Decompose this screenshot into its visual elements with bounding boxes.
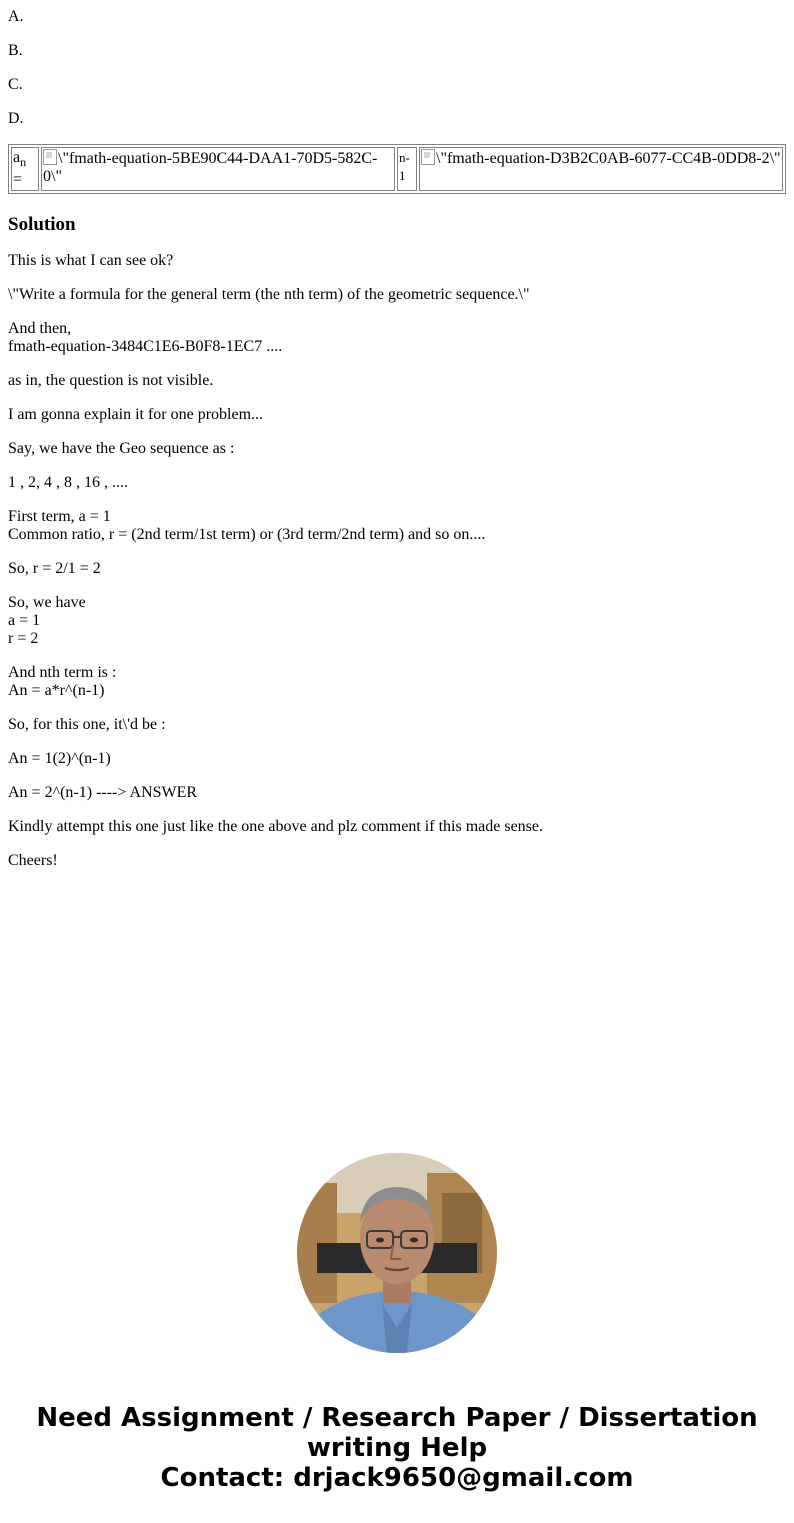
help-banner-line-2: writing Help bbox=[306, 1433, 488, 1463]
equation-image-alt-2: \"fmath-equation-D3B2C0AB-6077-CC4B-0DD8-2\" bbox=[436, 150, 781, 167]
solution-line: First term, a = 1 bbox=[8, 508, 111, 526]
equation-table bbox=[8, 144, 786, 194]
solution-line: Kindly attempt this one just like the one above and plz comment if this made sense. bbox=[8, 818, 543, 836]
an-label: a bbox=[13, 149, 21, 166]
solution-line: So, for this one, it\'d be : bbox=[8, 716, 166, 734]
solution-line: An = 2^(n-1) ----> ANSWER bbox=[8, 784, 198, 802]
solution-paragraph bbox=[8, 372, 786, 390]
solution-paragraph bbox=[8, 508, 786, 544]
solution-line: Common ratio, r = (2nd term/1st term) or (3rd term/2nd term) and so on.... bbox=[8, 526, 486, 544]
solution-paragraph bbox=[8, 474, 786, 492]
solution-line: And then, bbox=[8, 320, 72, 338]
an-subscript: n bbox=[20, 155, 27, 170]
solution-paragraph bbox=[8, 406, 786, 424]
solution-line: So, we have bbox=[8, 594, 86, 612]
solution-line: a = 1 bbox=[8, 612, 41, 630]
solution-paragraph bbox=[8, 286, 786, 304]
help-banner bbox=[0, 1403, 794, 1493]
broken-image-icon bbox=[421, 149, 435, 165]
n-minus-1-cell: n-1 bbox=[397, 147, 417, 191]
solution-paragraph bbox=[8, 440, 786, 458]
option-b: B. bbox=[8, 42, 23, 59]
solution-line: An = 1(2)^(n-1) bbox=[8, 750, 111, 768]
solution-paragraph bbox=[8, 664, 786, 700]
author-photo bbox=[297, 1153, 497, 1353]
solution-line: So, r = 2/1 = 2 bbox=[8, 560, 101, 578]
help-banner-line-1: Need Assignment / Research Paper / Dissertation bbox=[36, 1403, 758, 1433]
solution-line: fmath-equation-3484C1E6-B0F8-1EC7 .... bbox=[8, 338, 283, 356]
solution-body bbox=[8, 252, 786, 870]
solution-line: Say, we have the Geo sequence as : bbox=[8, 440, 235, 458]
solution-paragraph bbox=[8, 852, 786, 870]
solution-paragraph bbox=[8, 716, 786, 734]
solution-line: 1 , 2, 4 , 8 , 16 , .... bbox=[8, 474, 128, 492]
solution-line: I am gonna explain it for one problem... bbox=[8, 406, 264, 424]
solution-line: This is what I can see ok? bbox=[8, 252, 174, 270]
solution-line: as in, the question is not visible. bbox=[8, 372, 214, 390]
author-avatar bbox=[297, 1153, 497, 1353]
solution-paragraph bbox=[8, 320, 786, 356]
solution-line: And nth term is : bbox=[8, 664, 117, 682]
solution-line: Cheers! bbox=[8, 852, 58, 870]
solution-line: An = a*r^(n-1) bbox=[8, 682, 105, 700]
equation-image-cell-2 bbox=[419, 147, 783, 191]
solution-line: \"Write a formula for the general term (the nth term) of the geometric sequence.\" bbox=[8, 286, 530, 304]
solution-paragraph bbox=[8, 750, 786, 768]
solution-paragraph bbox=[8, 252, 786, 270]
equation-image-alt-1: \"fmath-equation-5BE90C44-DAA1-70D5-582C-0\" bbox=[43, 150, 378, 185]
solution-line: r = 2 bbox=[8, 630, 39, 648]
solution-heading: Solution bbox=[8, 214, 76, 236]
equation-image-cell-1 bbox=[41, 147, 395, 191]
page-content bbox=[8, 0, 786, 870]
an-cell bbox=[11, 147, 39, 191]
option-c: C. bbox=[8, 76, 23, 93]
solution-paragraph bbox=[8, 818, 786, 836]
an-equals: = bbox=[13, 171, 23, 189]
broken-image-icon bbox=[43, 149, 57, 165]
solution-paragraph bbox=[8, 784, 786, 802]
help-banner-line-3: Contact: drjack9650@gmail.com bbox=[160, 1463, 634, 1493]
option-a: A. bbox=[8, 8, 24, 25]
solution-paragraph bbox=[8, 560, 786, 578]
solution-paragraph bbox=[8, 594, 786, 648]
option-d: D. bbox=[8, 110, 24, 127]
